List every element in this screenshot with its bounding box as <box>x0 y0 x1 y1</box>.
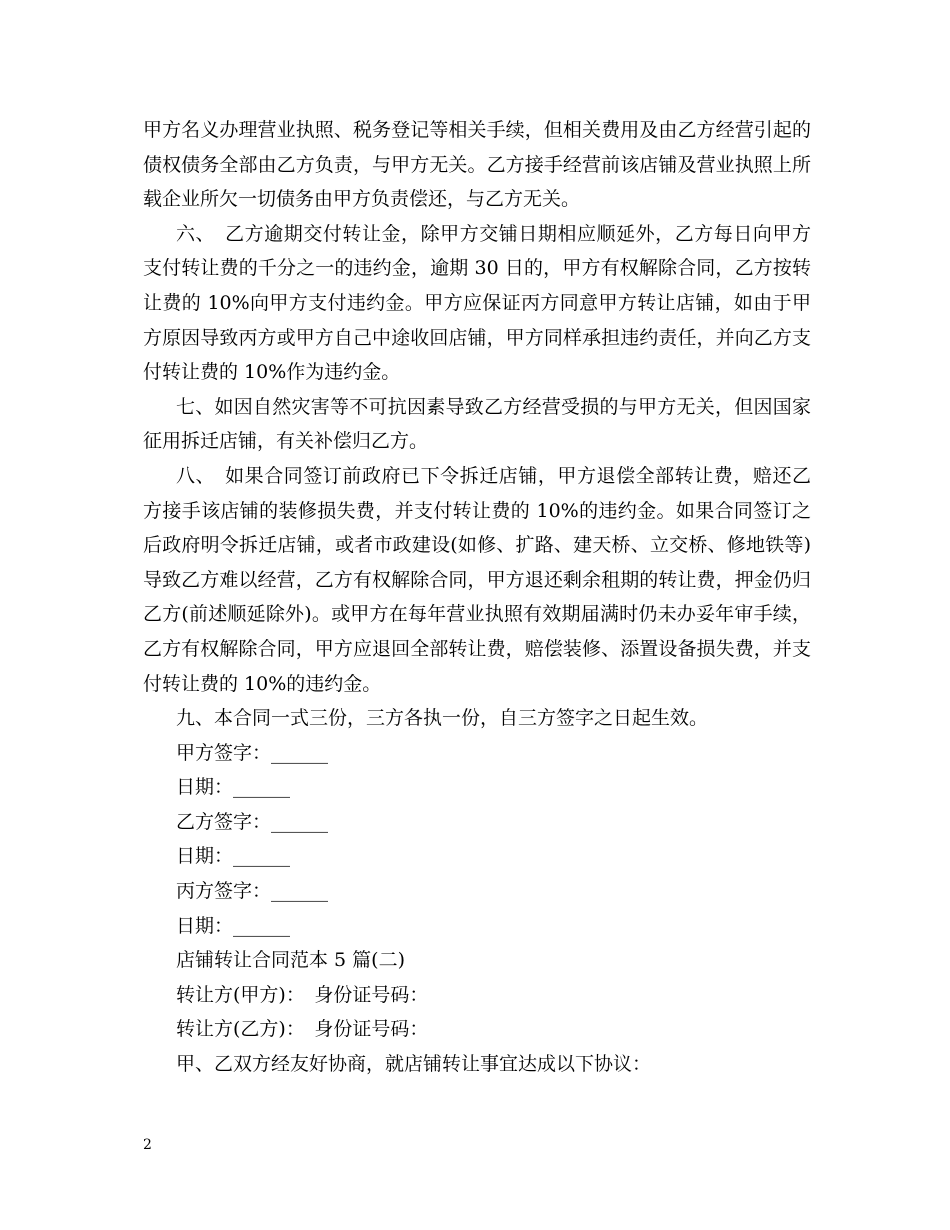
party-b-date: 日期：______ <box>176 845 291 868</box>
transferor-party-b: 转让方(乙方)： 身份证号码： <box>176 1018 429 1041</box>
second-contract-title: 店铺转让合同范本 5 篇(二) <box>176 949 405 972</box>
clause-seven: 七、如因自然灾害等不可抗因素导致乙方经营受损的与甲方无关，但因国家征用拆迁店铺，有关补偿归乙方。 <box>143 395 811 453</box>
transferor-party-a: 转让方(甲方)： 身份证号码： <box>176 983 429 1006</box>
clause-six: 六、 乙方逾期交付转让金，除甲方交铺日期相应顺延外，乙方每日向甲方支付转让费的千分之一的违约金，逾期 30 日的，甲方有权解除合同，乙方按转让费的 10%向甲方支付违约金。甲方应保证丙方同意甲方转让店铺，如由于甲方原因导致丙方或甲方自己中途收回店铺，甲方同样承担违约责任，并向乙方支付转让费的 10%作为违约金。 <box>143 222 811 384</box>
document-body <box>143 113 811 1082</box>
clause-nine: 九、本合同一式三份，三方各执一份，自三方签字之日起生效。 <box>176 707 709 730</box>
signature-block <box>143 736 811 944</box>
party-a-date: 日期：______ <box>176 776 291 799</box>
party-b-signature: 乙方签字：______ <box>176 810 329 833</box>
agreement-intro: 甲、乙双方经友好协商，就店铺转让事宜达成以下协议： <box>176 1053 652 1076</box>
party-a-signature: 甲方签字：______ <box>176 741 329 764</box>
party-c-signature: 丙方签字：______ <box>176 880 329 903</box>
paragraph-continuation: 甲方名义办理营业执照、税务登记等相关手续，但相关费用及由乙方经营引起的债权债务全部由乙方负责，与甲方无关。乙方接手经营前该店铺及营业执照上所载企业所欠一切债务由甲方负责偿还，与乙方无关。 <box>143 119 811 211</box>
clause-eight: 八、 如果合同签订前政府已下令拆迁店铺，甲方退偿全部转让费，赔还乙方接手该店铺的装修损失费，并支付转让费的 10%的违约金。如果合同签订之后政府明令拆迁店铺，或者市政建设(如修、扩路、建天桥、立交桥、修地铁等)导致乙方难以经营，乙方有权解除合同，甲方退还剩余租期的转让费，押金仍归乙方(前述顺延除外)。或甲方在每年营业执照有效期届满时仍未办妥年审手续，乙方有权解除合同，甲方应退回全部转让费，赔偿装修、添置设备损失费，并支付转让费的 10%的违约金。 <box>143 464 811 695</box>
party-c-date: 日期：______ <box>176 914 291 937</box>
page-number: 2 <box>143 1137 152 1153</box>
